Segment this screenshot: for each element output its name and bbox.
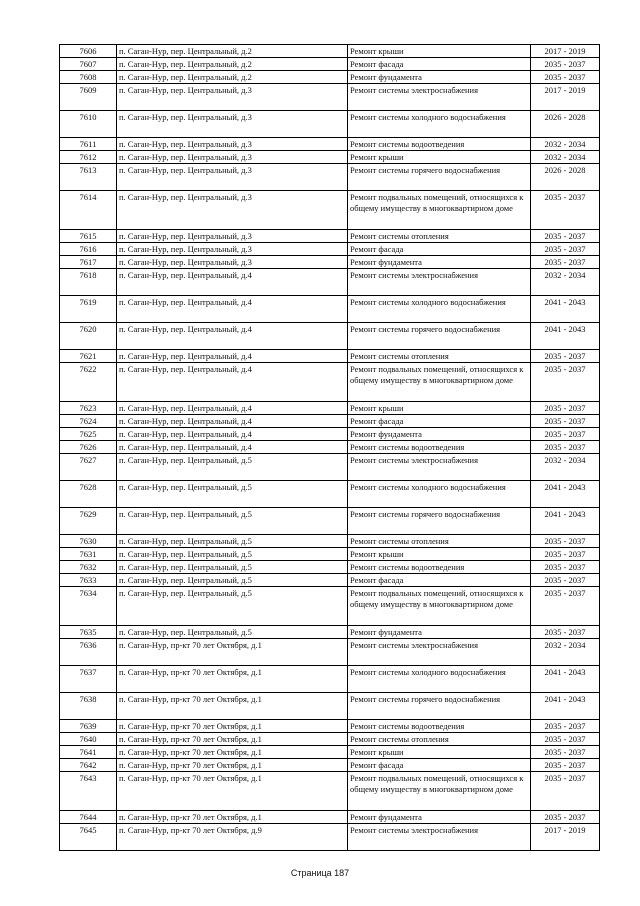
table-row xyxy=(60,693,600,720)
table-row xyxy=(60,441,600,454)
row-period: 2017 - 2019 xyxy=(531,84,600,111)
row-number: 7630 xyxy=(60,535,117,548)
table-row xyxy=(60,164,600,191)
row-number: 7633 xyxy=(60,574,117,587)
row-address: п. Саган-Нур, пр-кт 70 лет Октября, д.1 xyxy=(117,772,348,811)
row-work-type: Ремонт системы отопления xyxy=(348,230,531,243)
row-work-type: Ремонт системы горячего водоснабжения xyxy=(348,164,531,191)
table-row xyxy=(60,58,600,71)
row-address: п. Саган-Нур, пер. Центральный, д.3 xyxy=(117,138,348,151)
row-address: п. Саган-Нур, пер. Центральный, д.4 xyxy=(117,402,348,415)
row-address: п. Саган-Нур, пер. Центральный, д.3 xyxy=(117,191,348,230)
row-period: 2035 - 2037 xyxy=(531,191,600,230)
row-work-type: Ремонт системы отопления xyxy=(348,350,531,363)
table-row xyxy=(60,84,600,111)
row-work-type: Ремонт подвальных помещений, относящихся к общему имуществу в многоквартирном доме xyxy=(348,191,531,230)
row-work-type: Ремонт крыши xyxy=(348,151,531,164)
row-number: 7622 xyxy=(60,363,117,402)
row-number: 7615 xyxy=(60,230,117,243)
table-row xyxy=(60,230,600,243)
row-work-type: Ремонт системы отопления xyxy=(348,535,531,548)
row-work-type: Ремонт системы горячего водоснабжения xyxy=(348,323,531,350)
table-row xyxy=(60,746,600,759)
row-number: 7638 xyxy=(60,693,117,720)
row-number: 7607 xyxy=(60,58,117,71)
row-number: 7634 xyxy=(60,587,117,626)
register-table-body xyxy=(60,45,600,851)
row-work-type: Ремонт системы водоотведения xyxy=(348,720,531,733)
row-address: п. Саган-Нур, пер. Центральный, д.4 xyxy=(117,415,348,428)
row-work-type: Ремонт фундамента xyxy=(348,626,531,639)
row-period: 2035 - 2037 xyxy=(531,230,600,243)
row-period: 2035 - 2037 xyxy=(531,587,600,626)
table-row xyxy=(60,256,600,269)
table-row xyxy=(60,415,600,428)
table-row xyxy=(60,639,600,666)
table-row xyxy=(60,45,600,58)
row-address: п. Саган-Нур, пер. Центральный, д.3 xyxy=(117,230,348,243)
row-number: 7611 xyxy=(60,138,117,151)
row-address: п. Саган-Нур, пер. Центральный, д.2 xyxy=(117,71,348,84)
row-work-type: Ремонт системы горячего водоснабжения xyxy=(348,508,531,535)
row-address: п. Саган-Нур, пер. Центральный, д.4 xyxy=(117,296,348,323)
row-work-type: Ремонт фасада xyxy=(348,243,531,256)
row-period: 2041 - 2043 xyxy=(531,323,600,350)
row-work-type: Ремонт подвальных помещений, относящихся к общему имуществу в многоквартирном доме xyxy=(348,772,531,811)
row-number: 7619 xyxy=(60,296,117,323)
row-address: п. Саган-Нур, пр-кт 70 лет Октября, д.1 xyxy=(117,746,348,759)
row-address: п. Саган-Нур, пер. Центральный, д.3 xyxy=(117,164,348,191)
row-period: 2035 - 2037 xyxy=(531,811,600,824)
row-work-type: Ремонт фасада xyxy=(348,415,531,428)
row-work-type: Ремонт фундамента xyxy=(348,256,531,269)
table-row xyxy=(60,363,600,402)
table-row xyxy=(60,296,600,323)
row-number: 7613 xyxy=(60,164,117,191)
table-row xyxy=(60,574,600,587)
row-number: 7618 xyxy=(60,269,117,296)
row-work-type: Ремонт крыши xyxy=(348,402,531,415)
row-number: 7645 xyxy=(60,824,117,851)
row-work-type: Ремонт системы холодного водоснабжения xyxy=(348,666,531,693)
row-address: п. Саган-Нур, пер. Центральный, д.5 xyxy=(117,548,348,561)
row-number: 7635 xyxy=(60,626,117,639)
row-address: п. Саган-Нур, пер. Центральный, д.3 xyxy=(117,151,348,164)
register-table xyxy=(59,44,600,851)
row-period: 2026 - 2028 xyxy=(531,111,600,138)
row-address: п. Саган-Нур, пр-кт 70 лет Октября, д.1 xyxy=(117,811,348,824)
row-number: 7643 xyxy=(60,772,117,811)
row-period: 2035 - 2037 xyxy=(531,626,600,639)
row-period: 2035 - 2037 xyxy=(531,561,600,574)
row-work-type: Ремонт системы электроснабжения xyxy=(348,84,531,111)
table-row xyxy=(60,759,600,772)
row-period: 2041 - 2043 xyxy=(531,693,600,720)
row-address: п. Саган-Нур, пр-кт 70 лет Октября, д.9 xyxy=(117,824,348,851)
row-period: 2035 - 2037 xyxy=(531,243,600,256)
row-period: 2032 - 2034 xyxy=(531,151,600,164)
row-work-type: Ремонт фасада xyxy=(348,58,531,71)
row-address: п. Саган-Нур, пер. Центральный, д.5 xyxy=(117,454,348,481)
table-row xyxy=(60,243,600,256)
row-work-type: Ремонт системы водоотведения xyxy=(348,138,531,151)
row-address: п. Саган-Нур, пер. Центральный, д.5 xyxy=(117,626,348,639)
row-work-type: Ремонт системы электроснабжения xyxy=(348,824,531,851)
table-row xyxy=(60,561,600,574)
row-work-type: Ремонт системы холодного водоснабжения xyxy=(348,481,531,508)
row-number: 7636 xyxy=(60,639,117,666)
row-address: п. Саган-Нур, пер. Центральный, д.4 xyxy=(117,269,348,296)
row-period: 2035 - 2037 xyxy=(531,58,600,71)
table-row xyxy=(60,138,600,151)
row-period: 2035 - 2037 xyxy=(531,746,600,759)
row-period: 2035 - 2037 xyxy=(531,402,600,415)
row-number: 7609 xyxy=(60,84,117,111)
table-row xyxy=(60,772,600,811)
row-number: 7617 xyxy=(60,256,117,269)
table-row xyxy=(60,323,600,350)
row-number: 7637 xyxy=(60,666,117,693)
row-address: п. Саган-Нур, пер. Центральный, д.5 xyxy=(117,574,348,587)
page-number: Страница 187 xyxy=(290,868,350,878)
table-row xyxy=(60,548,600,561)
row-work-type: Ремонт системы отопления xyxy=(348,733,531,746)
row-work-type: Ремонт системы электроснабжения xyxy=(348,454,531,481)
row-number: 7610 xyxy=(60,111,117,138)
row-work-type: Ремонт крыши xyxy=(348,45,531,58)
row-address: п. Саган-Нур, пер. Центральный, д.5 xyxy=(117,561,348,574)
row-period: 2035 - 2037 xyxy=(531,548,600,561)
row-number: 7626 xyxy=(60,441,117,454)
row-address: п. Саган-Нур, пер. Центральный, д.3 xyxy=(117,256,348,269)
table-row xyxy=(60,587,600,626)
row-number: 7628 xyxy=(60,481,117,508)
row-period: 2032 - 2034 xyxy=(531,138,600,151)
row-address: п. Саган-Нур, пер. Центральный, д.2 xyxy=(117,45,348,58)
row-number: 7625 xyxy=(60,428,117,441)
row-address: п. Саган-Нур, пер. Центральный, д.4 xyxy=(117,323,348,350)
row-period: 2017 - 2019 xyxy=(531,824,600,851)
row-work-type: Ремонт фундамента xyxy=(348,71,531,84)
row-period: 2041 - 2043 xyxy=(531,508,600,535)
row-period: 2026 - 2028 xyxy=(531,164,600,191)
table-row xyxy=(60,428,600,441)
row-period: 2017 - 2019 xyxy=(531,45,600,58)
row-number: 7642 xyxy=(60,759,117,772)
register-sheet xyxy=(59,44,591,851)
row-work-type: Ремонт подвальных помещений, относящихся к общему имуществу в многоквартирном доме xyxy=(348,587,531,626)
row-period: 2035 - 2037 xyxy=(531,71,600,84)
table-row xyxy=(60,71,600,84)
row-number: 7629 xyxy=(60,508,117,535)
row-address: п. Саган-Нур, пр-кт 70 лет Октября, д.1 xyxy=(117,639,348,666)
row-period: 2035 - 2037 xyxy=(531,574,600,587)
row-number: 7620 xyxy=(60,323,117,350)
row-work-type: Ремонт системы холодного водоснабжения xyxy=(348,111,531,138)
row-address: п. Саган-Нур, пр-кт 70 лет Октября, д.1 xyxy=(117,693,348,720)
row-number: 7616 xyxy=(60,243,117,256)
row-period: 2032 - 2034 xyxy=(531,639,600,666)
row-address: п. Саган-Нур, пер. Центральный, д.3 xyxy=(117,243,348,256)
row-work-type: Ремонт крыши xyxy=(348,548,531,561)
row-address: п. Саган-Нур, пер. Центральный, д.4 xyxy=(117,428,348,441)
row-address: п. Саган-Нур, пр-кт 70 лет Октября, д.1 xyxy=(117,733,348,746)
row-period: 2035 - 2037 xyxy=(531,428,600,441)
table-row xyxy=(60,811,600,824)
row-work-type: Ремонт системы холодного водоснабжения xyxy=(348,296,531,323)
row-period: 2035 - 2037 xyxy=(531,733,600,746)
row-address: п. Саган-Нур, пер. Центральный, д.2 xyxy=(117,58,348,71)
row-address: п. Саган-Нур, пер. Центральный, д.3 xyxy=(117,84,348,111)
row-number: 7621 xyxy=(60,350,117,363)
table-row xyxy=(60,733,600,746)
row-work-type: Ремонт фасада xyxy=(348,759,531,772)
table-row xyxy=(60,350,600,363)
row-address: п. Саган-Нур, пер. Центральный, д.4 xyxy=(117,363,348,402)
row-number: 7606 xyxy=(60,45,117,58)
row-period: 2035 - 2037 xyxy=(531,363,600,402)
row-work-type: Ремонт крыши xyxy=(348,746,531,759)
row-number: 7641 xyxy=(60,746,117,759)
table-row xyxy=(60,666,600,693)
row-address: п. Саган-Нур, пер. Центральный, д.5 xyxy=(117,481,348,508)
row-address: п. Саган-Нур, пер. Центральный, д.5 xyxy=(117,587,348,626)
row-period: 2035 - 2037 xyxy=(531,256,600,269)
row-work-type: Ремонт фундамента xyxy=(348,811,531,824)
row-number: 7627 xyxy=(60,454,117,481)
row-period: 2035 - 2037 xyxy=(531,415,600,428)
row-period: 2032 - 2034 xyxy=(531,269,600,296)
table-row xyxy=(60,191,600,230)
table-row xyxy=(60,508,600,535)
table-row xyxy=(60,454,600,481)
row-work-type: Ремонт подвальных помещений, относящихся к общему имуществу в многоквартирном доме xyxy=(348,363,531,402)
row-number: 7644 xyxy=(60,811,117,824)
row-period: 2035 - 2037 xyxy=(531,720,600,733)
row-work-type: Ремонт системы водоотведения xyxy=(348,561,531,574)
table-row xyxy=(60,535,600,548)
row-period: 2041 - 2043 xyxy=(531,481,600,508)
table-row xyxy=(60,111,600,138)
row-period: 2032 - 2034 xyxy=(531,454,600,481)
table-row xyxy=(60,402,600,415)
row-work-type: Ремонт системы электроснабжения xyxy=(348,639,531,666)
row-period: 2035 - 2037 xyxy=(531,535,600,548)
table-row xyxy=(60,151,600,164)
row-work-type: Ремонт системы электроснабжения xyxy=(348,269,531,296)
row-address: п. Саган-Нур, пр-кт 70 лет Октября, д.1 xyxy=(117,720,348,733)
table-row xyxy=(60,626,600,639)
table-row xyxy=(60,269,600,296)
row-work-type: Ремонт фасада xyxy=(348,574,531,587)
row-address: п. Саган-Нур, пер. Центральный, д.5 xyxy=(117,508,348,535)
table-row xyxy=(60,720,600,733)
table-row xyxy=(60,481,600,508)
row-work-type: Ремонт системы горячего водоснабжения xyxy=(348,693,531,720)
row-number: 7623 xyxy=(60,402,117,415)
row-number: 7612 xyxy=(60,151,117,164)
row-address: п. Саган-Нур, пер. Центральный, д.5 xyxy=(117,535,348,548)
row-number: 7632 xyxy=(60,561,117,574)
row-period: 2035 - 2037 xyxy=(531,350,600,363)
row-work-type: Ремонт фундамента xyxy=(348,428,531,441)
row-period: 2041 - 2043 xyxy=(531,666,600,693)
row-number: 7608 xyxy=(60,71,117,84)
row-address: п. Саган-Нур, пр-кт 70 лет Октября, д.1 xyxy=(117,666,348,693)
table-row xyxy=(60,824,600,851)
row-address: п. Саган-Нур, пр-кт 70 лет Октября, д.1 xyxy=(117,759,348,772)
row-number: 7614 xyxy=(60,191,117,230)
row-number: 7640 xyxy=(60,733,117,746)
row-address: п. Саган-Нур, пер. Центральный, д.4 xyxy=(117,441,348,454)
row-period: 2041 - 2043 xyxy=(531,296,600,323)
row-number: 7639 xyxy=(60,720,117,733)
row-period: 2035 - 2037 xyxy=(531,772,600,811)
row-period: 2035 - 2037 xyxy=(531,441,600,454)
row-address: п. Саган-Нур, пер. Центральный, д.4 xyxy=(117,350,348,363)
row-work-type: Ремонт системы водоотведения xyxy=(348,441,531,454)
row-address: п. Саган-Нур, пер. Центральный, д.3 xyxy=(117,111,348,138)
row-number: 7631 xyxy=(60,548,117,561)
row-number: 7624 xyxy=(60,415,117,428)
row-period: 2035 - 2037 xyxy=(531,759,600,772)
